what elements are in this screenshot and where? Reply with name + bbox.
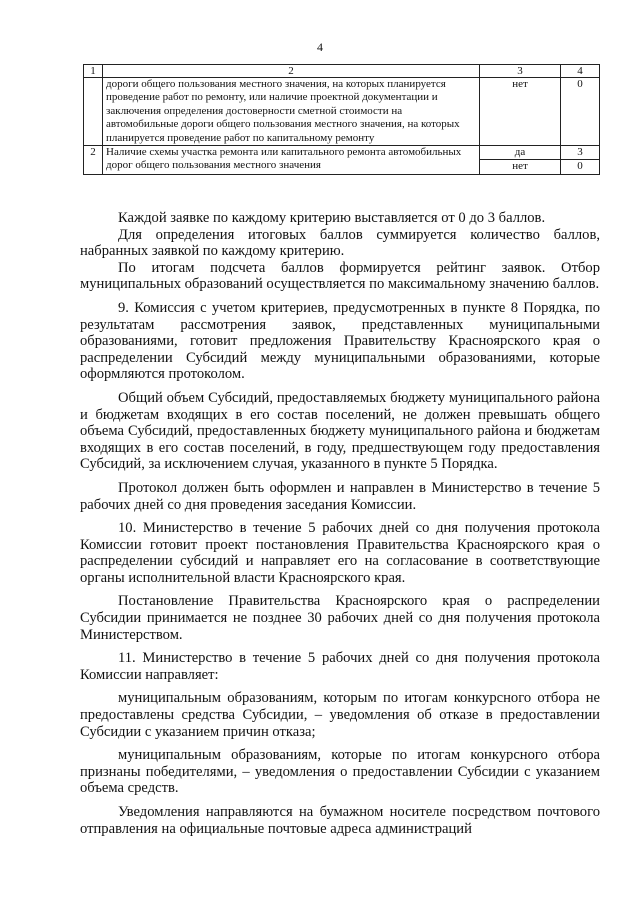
paragraph: По итогам подсчета баллов формируется рейтинг заявок. Отбор муниципальных образований осуществляется по максимальному значению баллов. xyxy=(80,259,600,293)
table-header-row xyxy=(84,65,600,78)
criteria-table xyxy=(83,64,600,175)
paragraph: Постановление Правительства Красноярского края о распределении Субсидии принимается не позднее 30 рабочих дней со дня получения протокола Министерством. xyxy=(80,593,600,643)
answer-yes: да xyxy=(480,146,560,160)
body-text xyxy=(80,210,600,837)
header-cell-answer: 3 xyxy=(480,65,561,78)
header-cell-points: 4 xyxy=(561,65,600,78)
answer-cell: нет xyxy=(480,78,561,146)
header-cell-num: 1 xyxy=(84,65,103,78)
paragraph: Общий объем Субсидий, предоставляемых бюджету муниципального района и бюджетам входящих в его состав поселений, не должен превышать общего объема Субсидий, предоставленных бюджету муниципального района и бюджетам входящих в его состав поселений, в году, предшествующем году предоставления Субсидий, за исключением случая, указанного в пункте 5 Порядка. xyxy=(80,389,600,473)
paragraph: Уведомления направляются на бумажном носителе посредством почтового отправления на официальные почтовые адреса администраций xyxy=(80,804,600,837)
answer-no: нет xyxy=(512,160,528,173)
points-cell xyxy=(561,146,600,175)
paragraph: муниципальным образованиям, которые по итогам конкурсного отбора признаны победителями, – уведомления о предоставлении Субсидии с указанием объема средств. xyxy=(80,747,600,797)
answer-cell xyxy=(480,146,561,175)
page-number: 4 xyxy=(317,40,323,54)
paragraph: 10. Министерство в течение 5 рабочих дней со дня получения протокола Комиссии готовит проект постановления Правительства Красноярского края о распределении субсидий и направляет его на согласование в соответствующие органы исполнительной власти Красноярского края. xyxy=(80,520,600,586)
table-row xyxy=(84,78,600,146)
paragraph: 9. Комиссия с учетом критериев, предусмотренных в пункте 8 Порядка, по результатам рассмотрения заявок, представленных муниципальными образованиями, готовит предложения Правительству Красноярского края о распределении Субсидий между муниципальными образованиями, которые оформляются протоколом. xyxy=(80,299,600,383)
paragraph: Каждой заявке по каждому критерию выставляется от 0 до 3 баллов. xyxy=(118,210,546,226)
criterion-text: Наличие схемы участка ремонта или капитального ремонта автомобильных дорог общего пользования местного значения xyxy=(103,146,480,175)
paragraph: 11. Министерство в течение 5 рабочих дней со дня получения протокола Комиссии направляет: xyxy=(80,650,600,683)
table-row xyxy=(84,146,600,175)
points-no: 0 xyxy=(577,160,583,173)
criterion-text: дороги общего пользования местного значения, на которых планируется проведение работ по ремонту, или наличие проектной документации и заключения определения достоверности сметной стоимости на автомобильные дороги общего пользования местного значения, на которых планируется проведение работ по капитальному ремонту xyxy=(103,78,480,146)
row-number: 2 xyxy=(84,146,103,175)
paragraph: Протокол должен быть оформлен и направлен в Министерство в течение 5 рабочих дней со дня проведения заседания Комиссии. xyxy=(80,479,600,513)
paragraph: муниципальным образованиям, которым по итогам конкурсного отбора не предоставлены средства Субсидии, – уведомления об отказе в предоставлении Субсидии с указанием причин отказа; xyxy=(80,690,600,740)
paragraph: Для определения итоговых баллов суммируется количество баллов, набранных заявкой по каждому критерию. xyxy=(80,226,600,260)
header-cell-criterion: 2 xyxy=(103,65,480,78)
points-cell: 0 xyxy=(561,78,600,146)
points-yes: 3 xyxy=(561,146,599,160)
row-number xyxy=(84,78,103,146)
